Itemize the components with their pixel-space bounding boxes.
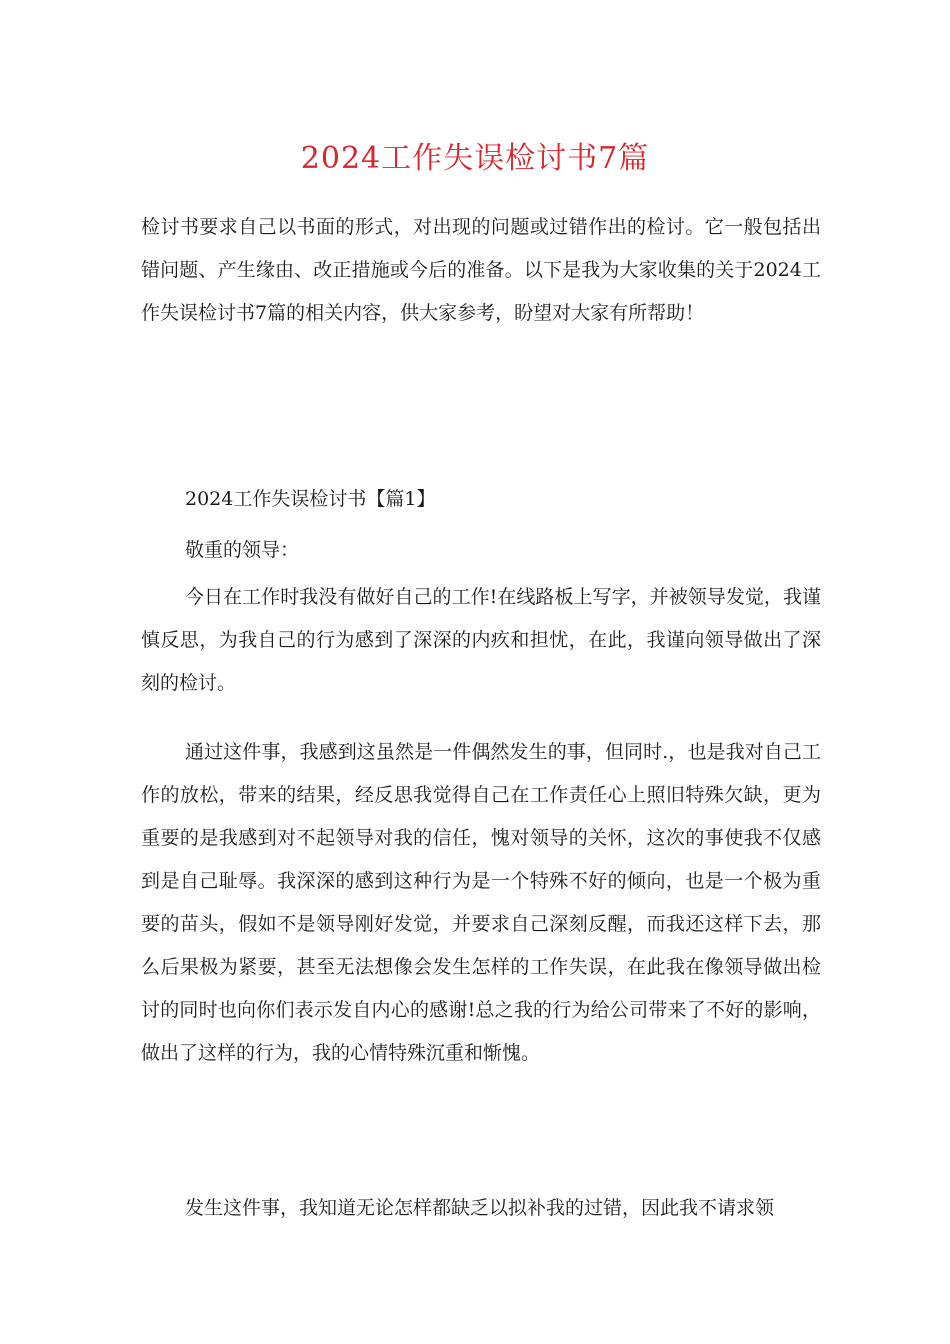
intro-text: 检讨书要求自己以书面的形式，对出现的问题或过错作出的检讨。它一般包括出错问题、产生缘由、改正措施或今后的准备。以下是我为大家收集的关于2024工作失误检讨书7篇的相关内容，供大家参考，盼望对大家有所帮助！ [141, 216, 821, 324]
section-heading: 2024工作失误检讨书【篇1】 [185, 488, 436, 510]
document-title: 2024工作失误检讨书7篇 [300, 141, 650, 176]
body-paragraph-2: 通过这件事，我感到这虽然是一件偶然发生的事，但同时.，也是我对自己工作的放松，带来的结果，经反思我觉得自己在工作责任心上照旧特殊欠缺，更为重要的是我感到对不起领导对我的信任，愧对领导的关怀，这次的事使我不仅感到是自己耻辱。我深深的感到这种行为是一个特殊不好的倾向，也是一个极为重要的苗头，假如不是领导刚好发觉，并要求自己深刻反醒，而我还这样下去，那么后果极为紧要，甚至无法想像会发生怎样的工作失误，在此我在像领导做出检讨的同时也向你们表示发自内心的感谢!总之我的行为给公司带来了不好的影响，做出了这样的行为，我的心情特殊沉重和惭愧。 [141, 741, 821, 1064]
body-paragraph-1: 今日在工作时我没有做好自己的工作!在线路板上写字，并被领导发觉，我谨慎反思，为我自己的行为感到了深深的内疚和担忧，在此，我谨向领导做出了深刻的检讨。 [141, 586, 821, 694]
salutation: 敬重的领导： [185, 539, 300, 561]
body-paragraph-3: 发生这件事，我知道无论怎样都缺乏以拟补我的过错，因此我不请求领 [185, 1197, 775, 1219]
intro-paragraph [141, 206, 821, 335]
